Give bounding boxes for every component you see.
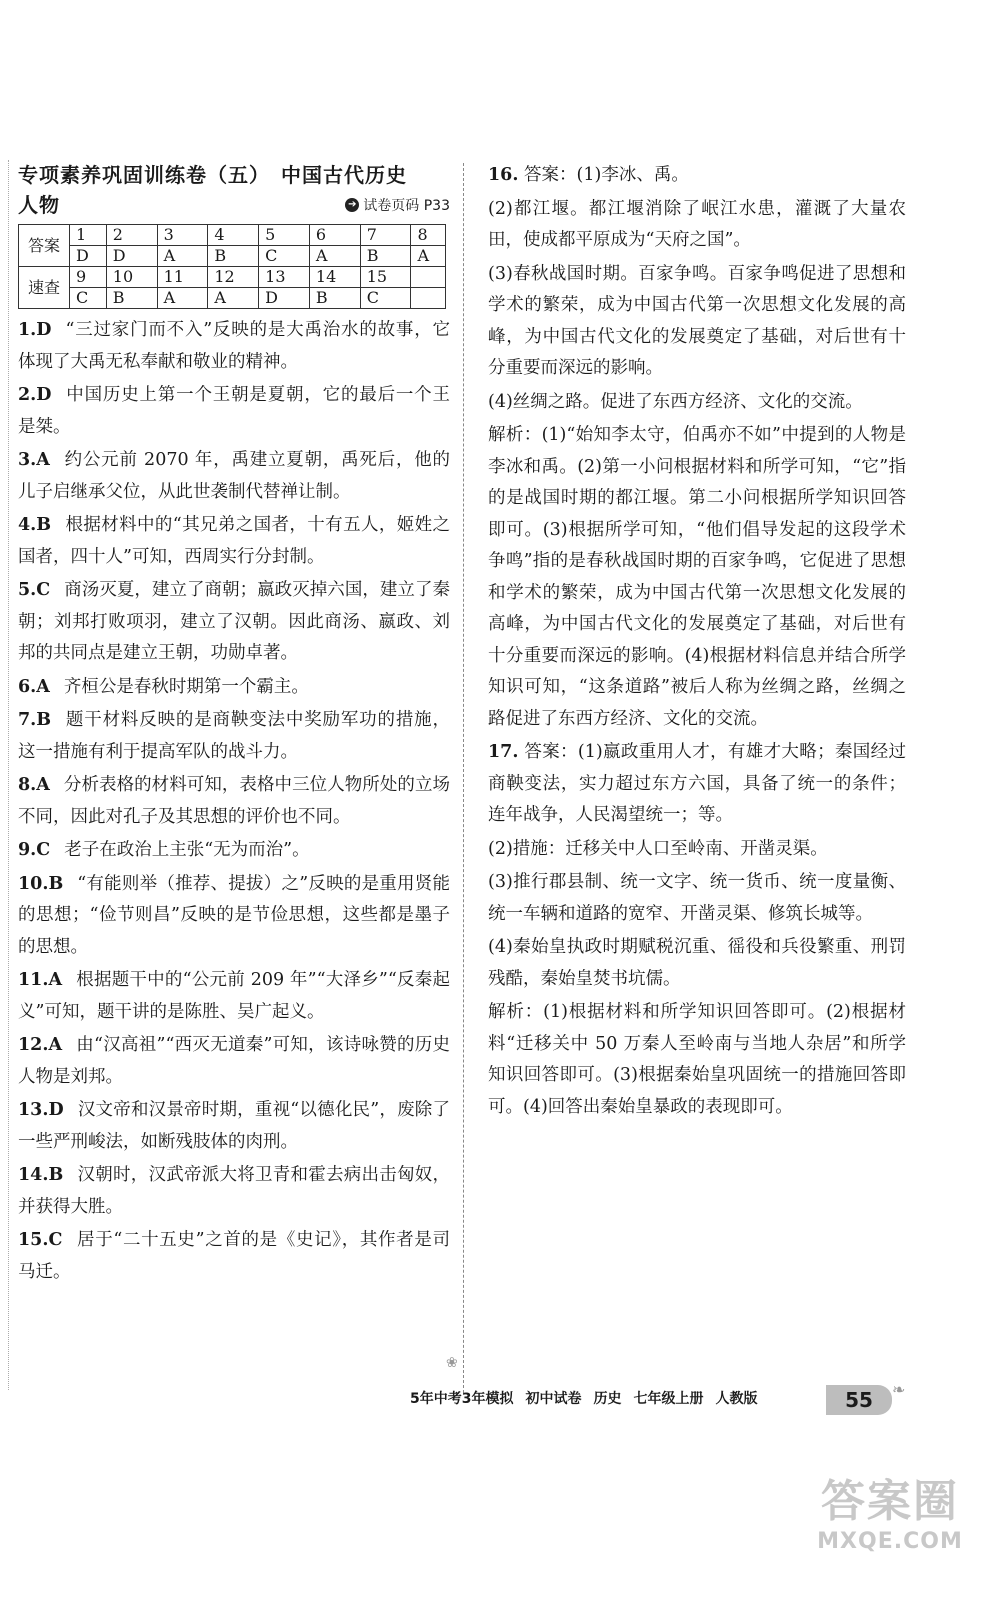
footer-grade: 七年级上册 <box>633 1391 704 1407</box>
item-explanation: 老子在政治上主张“无为而治”。 <box>64 840 310 860</box>
right-column <box>488 160 906 1125</box>
table-cell: 3 <box>157 225 208 246</box>
answer-item <box>18 315 450 378</box>
q17-answer <box>488 737 906 832</box>
page-footer <box>410 1388 757 1408</box>
item-number: 17. <box>488 742 519 762</box>
table-cell: 9 <box>70 267 107 288</box>
table-cell: D <box>70 246 107 267</box>
item-explanation: 根据材料中的“其兄弟之国者，十有五人，姬姓之国者，四十人”可知，西周实行分封制。 <box>18 515 450 567</box>
item-answer: C <box>36 840 51 860</box>
table-cell: 15 <box>360 267 411 288</box>
item-explanation: 中国历史上第一个王朝是夏朝，它的最后一个王是桀。 <box>18 385 450 437</box>
answer-item <box>18 445 450 508</box>
item-number: 16. <box>488 165 519 185</box>
q17-part3: (3)推行郡县制、统一文字、统一货币、统一度量衡、统一车辆和道路的宽窄、开凿灵渠、修筑长城等。 <box>488 872 906 924</box>
item-number: 4. <box>18 515 37 535</box>
item-explanation: 齐桓公是春秋时期第一个霸主。 <box>63 676 309 697</box>
table-cell: B <box>360 246 411 267</box>
answer-item <box>18 1225 450 1288</box>
item-number: 2. <box>18 385 37 405</box>
item-explanation: 分析表格的材料可知，表格中三位人物所处的立场不同，因此对孔子及其思想的评价也不同。 <box>18 775 450 827</box>
table-cell: D <box>106 246 157 267</box>
item-number: 6. <box>18 676 37 697</box>
item-answer: B <box>48 1165 64 1185</box>
item-explanation: “三过家门而不入”反映的是大禹治水的故事，它体现了大禹无私奉献和敬业的精神。 <box>18 320 450 372</box>
table-cell: A <box>157 246 208 267</box>
item-number: 5. <box>18 580 37 600</box>
answer-item <box>18 965 450 1028</box>
watermark <box>790 1465 990 1554</box>
item-answer: B <box>48 873 64 894</box>
item-number: 15. <box>18 1230 49 1250</box>
table-cell: 13 <box>259 267 310 288</box>
item-number: 10. <box>18 873 49 894</box>
table-cell: 6 <box>309 225 360 246</box>
table-cell: 2 <box>106 225 157 246</box>
answer-item <box>18 380 450 443</box>
item-answer: D <box>36 385 52 405</box>
section-title: 专项素养巩固训练卷（五） 中国古代历史 <box>18 163 407 187</box>
page-reference <box>345 195 450 215</box>
answer-item <box>18 510 450 573</box>
q17-analysis: 解析：(1)根据材料和所学知识回答即可。(2)根据材料“迁移关中 50 万秦人至岭南与当地人杂居”和所学知识回答即可。(3)根据秦始皇巩固统一的措施回答即可。(4)回答出秦始皇暴政的表现即可。 <box>488 1002 906 1117</box>
answer-item <box>18 1160 450 1223</box>
margin-line <box>8 160 9 1390</box>
q16-part1: 答案：(1)李冰、禹。 <box>524 165 689 185</box>
table-cell <box>411 288 446 309</box>
table-cell: 1 <box>70 225 107 246</box>
item-explanation: 汉朝时，汉武帝派大将卫青和霍去病出击匈奴，并获得大胜。 <box>18 1165 450 1217</box>
flower-ornament-icon: ❀ <box>446 1355 458 1371</box>
item-answer: D <box>36 320 52 340</box>
item-answer: D <box>48 1100 64 1120</box>
item-number: 13. <box>18 1100 49 1120</box>
table-cell: B <box>208 246 259 267</box>
q16-part4: (4)丝绸之路。促进了东西方经济、文化的交流。 <box>488 391 863 412</box>
answer-item <box>18 869 450 964</box>
table-cell: C <box>259 246 310 267</box>
table-cell: C <box>70 288 107 309</box>
item-explanation: “有能则举（推荐、提拔）之”反映的是重用贤能的思想；“俭节则昌”反映的是节俭思想，这些都是墨子的思想。 <box>18 873 450 957</box>
footer-type: 初中试卷 <box>525 1391 582 1407</box>
footer-subject: 历史 <box>593 1391 622 1407</box>
answer-item <box>18 575 450 670</box>
page-reference-text: 试卷页码 P33 <box>363 198 450 214</box>
item-explanation: 约公元前 2070 年，禹建立夏朝，禹死后，他的儿子启继承父位，从此世袭制代替禅让制。 <box>18 450 450 502</box>
item-answer: C <box>36 580 51 600</box>
q16-part3: (3)春秋战国时期。百家争鸣。百家争鸣促进了思想和学术的繁荣，成为中国古代第一次思想文化发展的高峰，为中国古代文化的发展奠定了基础，对后世有十分重要而深远的影响。 <box>488 263 906 378</box>
item-number: 12. <box>18 1035 49 1055</box>
table-cell: 4 <box>208 225 259 246</box>
item-number: 14. <box>18 1165 49 1185</box>
answer-item <box>18 835 450 867</box>
title-row <box>18 190 450 220</box>
table-cell: C <box>360 288 411 309</box>
q16-analysis: 解析：(1)“始知李太守，伯禹亦不如”中提到的人物是李冰和禹。(2)第一小问根据材料和所学可知，“它”指的是战国时期的都江堰。第二小问根据所学知识回答即可。(3)根据所学可知，“他们倡导发起的这段学术争鸣”指的是春秋战国时期的百家争鸣，它促进了思想和学术的繁荣，成为中国古代第一次思想文化发展的高峰，为中国古代文化的发展奠定了基础，对后世有十分重要而深远的影响。(4)根据材料信息并结合所学知识可知，“这条道路”被后人称为丝绸之路，丝绸之路促进了东西方经济、文化的交流。 <box>488 425 906 729</box>
item-explanation: 根据题干中的“公元前 209 年”“大泽乡”“反秦起义”可知，题干讲的是陈胜、吴广起义。 <box>18 970 450 1022</box>
item-explanation: 题干材料反映的是商鞅变法中奖励军功的措施，这一措施有利于提高军队的战斗力。 <box>18 710 450 762</box>
item-answer: C <box>48 1230 63 1250</box>
table-cell: 14 <box>309 267 360 288</box>
table-cell: 8 <box>411 225 446 246</box>
item-explanation: 商汤灭夏，建立了商朝；嬴政灭掉六国，建立了秦朝；刘邦打败项羽，建立了汉朝。因此商汤、嬴政、刘邦的共同点是建立王朝，功勋卓著。 <box>18 580 450 663</box>
arrow-right-icon: ➔ <box>345 198 359 212</box>
answer-item <box>18 1095 450 1158</box>
answer-table-label: 速查 <box>19 267 70 309</box>
table-cell: A <box>157 288 208 309</box>
answer-table-label: 答案 <box>19 225 70 267</box>
table-cell: 12 <box>208 267 259 288</box>
leaf-decoration-icon: ❧ <box>892 1380 906 1399</box>
footer-edition: 人教版 <box>715 1391 758 1407</box>
q17-part4: (4)秦始皇执政时期赋税沉重、徭役和兵役繁重、刑罚残酷，秦始皇焚书坑儒。 <box>488 937 906 989</box>
item-answer: B <box>36 515 52 535</box>
item-answer: A <box>48 1035 63 1055</box>
item-number: 8. <box>18 775 37 795</box>
answer-item <box>18 705 450 768</box>
watermark-logo: 答案圈 <box>821 1476 959 1527</box>
section-title-line2: 人物 <box>18 193 60 217</box>
page-number: 55 <box>826 1385 892 1415</box>
item-explanation: 由“汉高祖”“西灭无道秦”可知，该诗咏赞的历史人物是刘邦。 <box>18 1035 450 1087</box>
watermark-url: MXQE.COM <box>817 1529 963 1554</box>
left-column <box>18 160 450 1290</box>
table-cell: A <box>208 288 259 309</box>
table-cell: 7 <box>360 225 411 246</box>
item-number: 3. <box>18 450 37 470</box>
quick-answer-table <box>18 224 446 309</box>
item-answer: A <box>36 775 50 795</box>
item-answer: A <box>36 676 50 697</box>
table-cell: 10 <box>106 267 157 288</box>
q16-part2: (2)都江堰。都江堰消除了岷江水患，灌溉了大量农田，使成都平原成为“天府之国”。 <box>488 198 906 250</box>
item-answer: B <box>36 710 52 730</box>
q17-part2: (2)措施：迁移关中人口至岭南、开凿灵渠。 <box>488 838 828 859</box>
column-divider <box>463 163 464 1393</box>
answer-item <box>18 770 450 833</box>
table-cell <box>411 267 446 288</box>
table-cell: D <box>259 288 310 309</box>
item-explanation: 居于“二十五史”之首的是《史记》，其作者是司马迁。 <box>18 1230 450 1282</box>
table-cell: A <box>309 246 360 267</box>
table-cell: 5 <box>259 225 310 246</box>
table-cell: B <box>106 288 157 309</box>
item-number: 7. <box>18 710 37 730</box>
item-number: 11. <box>18 970 49 990</box>
item-number: 1. <box>18 320 37 340</box>
table-cell: A <box>411 246 446 267</box>
item-number: 9. <box>18 840 37 860</box>
item-explanation: 汉文帝和汉景帝时期，重视“以德化民”，废除了一些严刑峻法，如断残肢体的肉刑。 <box>18 1100 450 1152</box>
table-cell: 11 <box>157 267 208 288</box>
item-answer: A <box>48 970 63 990</box>
table-cell: B <box>309 288 360 309</box>
q16-answer <box>488 160 906 192</box>
q17-part1: 答案：(1)嬴政重用人才，有雄才大略；秦国经过商鞅变法，实力超过东方六国，具备了统一的条件；连年战争，人民渴望统一；等。 <box>488 742 906 825</box>
footer-series: 5年中考3年模拟 <box>410 1391 514 1407</box>
answer-item <box>18 672 450 704</box>
answer-item <box>18 1030 450 1093</box>
item-answer: A <box>36 450 50 470</box>
